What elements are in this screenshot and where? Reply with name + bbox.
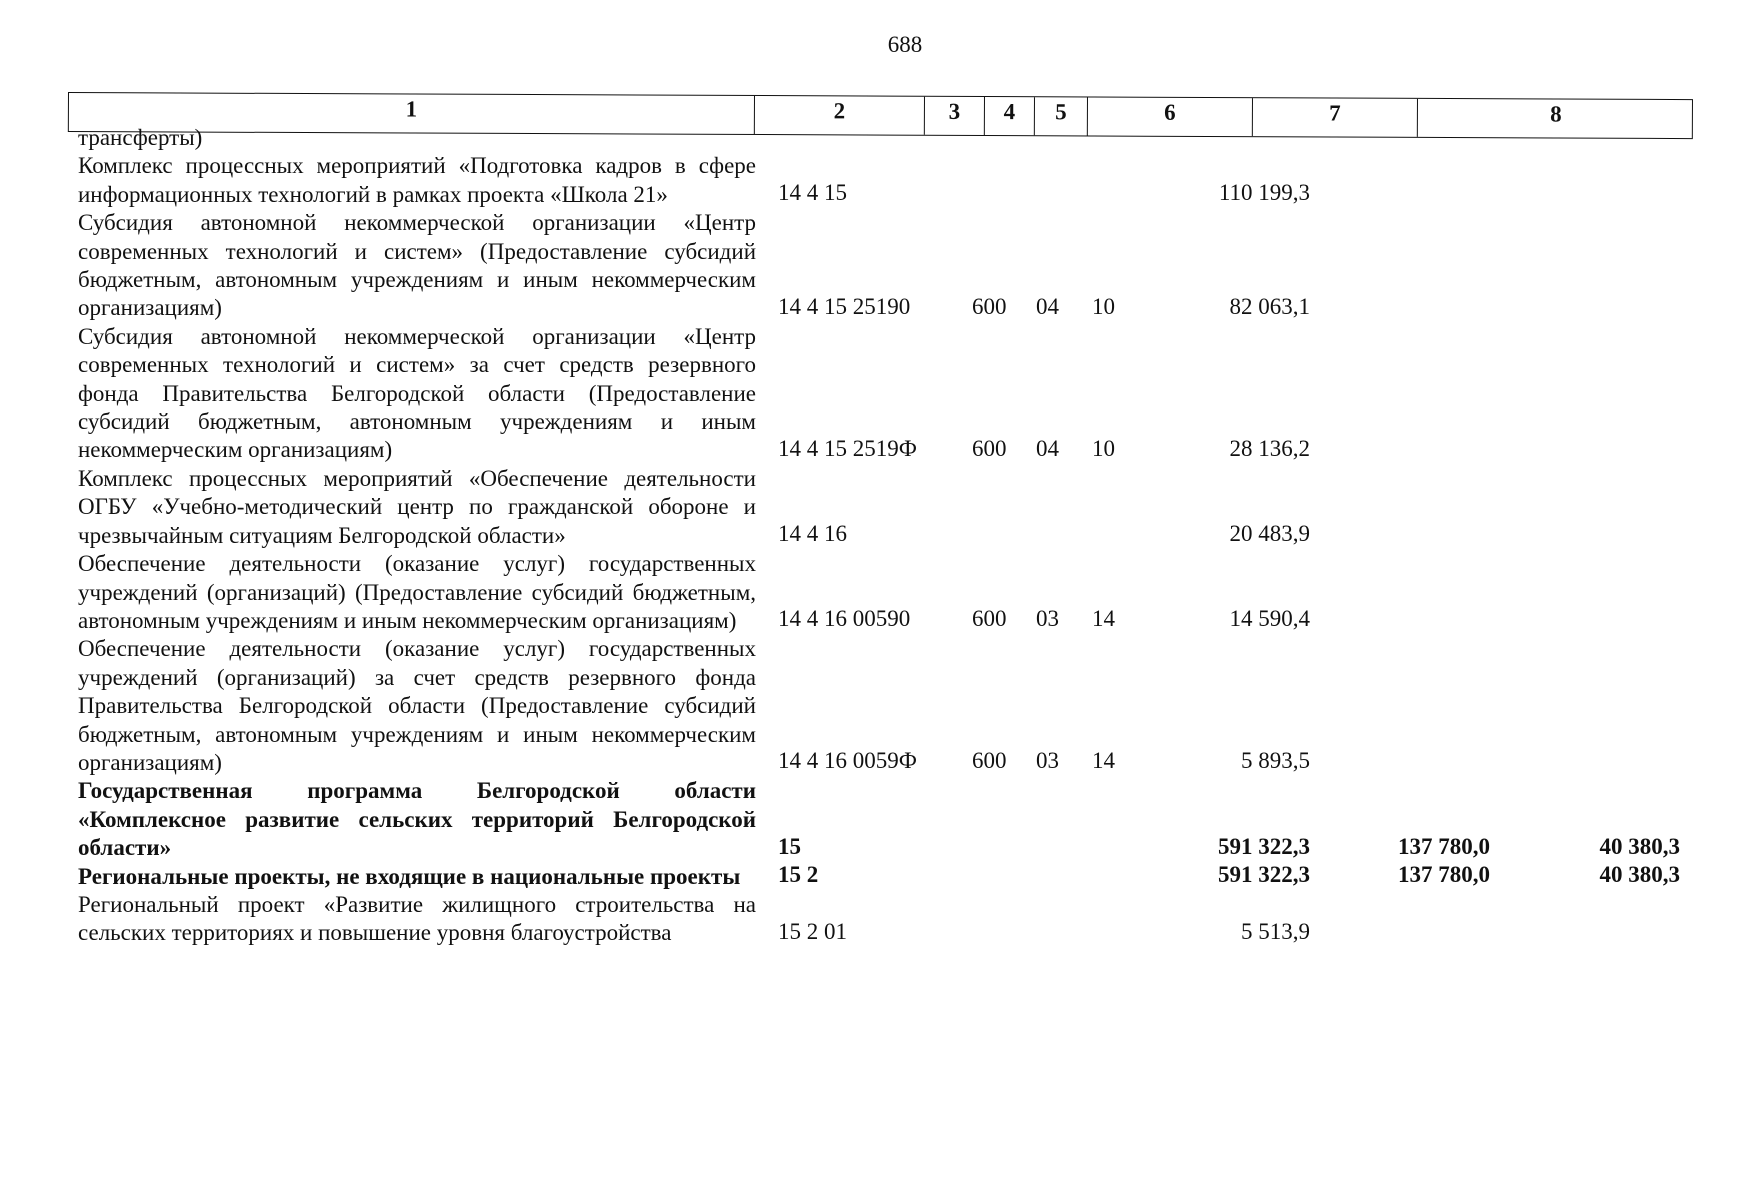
row-amount-col7: 137 780,0 [1398, 861, 1490, 887]
row-description: Региональные проекты, не входящие в национальные проекты [78, 863, 741, 889]
row-description: Обеспечение деятельности (оказание услуг) государственных учреждений (организаций) (Предоставление субсидий бюджетным, автономным учреждениям и иным некоммерческим организациям) [78, 551, 756, 633]
table-body [0, 124, 1760, 948]
row-code: 14 4 16 [778, 521, 847, 547]
row-col5: 10 [1092, 293, 1115, 319]
table-row [0, 465, 1760, 550]
row-amount-col6: 14 590,4 [1229, 606, 1310, 632]
row-code: 14 4 15 25190 [778, 293, 911, 319]
row-col3: 600 [972, 606, 1007, 632]
row-amount-col6: 20 483,9 [1229, 521, 1310, 547]
header-cell-1: 1 [405, 96, 418, 122]
row-col3: 600 [972, 435, 1007, 461]
table-row [0, 635, 1760, 777]
row-col4: 04 [1036, 435, 1059, 461]
table-row [0, 209, 1760, 323]
row-description: Обеспечение деятельности (оказание услуг) государственных учреждений (организаций) за счет средств резервного фонда Правительства Белгородской области (Предоставление субсидий бюджетным, автономным учреждениям и иным некоммерческим организациям) [78, 636, 756, 775]
row-code: 14 4 16 00590 [778, 606, 911, 632]
row-code: 15 [778, 833, 801, 859]
header-cell-6: 6 [1087, 97, 1252, 136]
row-amount-col6: 591 322,3 [1218, 861, 1310, 887]
row-amount-col7: 137 780,0 [1398, 833, 1490, 859]
table-row [0, 323, 1760, 465]
row-amount-col6: 591 322,3 [1218, 833, 1310, 859]
row-description: Комплекс процессных мероприятий «Обеспечение деятельности ОГБУ «Учебно-методический центр по гражданской обороне и чрезвычайным ситуациям Белгородской области» [78, 465, 756, 548]
row-description: Региональный проект «Развитие жилищного строительства на сельских территориях и повышение уровня благоустройства [78, 891, 756, 946]
row-amount-col6: 28 136,2 [1229, 435, 1310, 461]
row-code: 14 4 15 [778, 180, 847, 206]
row-col5: 10 [1092, 435, 1115, 461]
header-cell-4: 4 [984, 97, 1034, 135]
header-cell-7: 7 [1252, 98, 1417, 137]
header-cell-3: 3 [924, 97, 984, 135]
row-amount-col6: 82 063,1 [1229, 293, 1310, 319]
row-code: 15 2 [778, 861, 819, 887]
table-row [0, 891, 1760, 948]
row-col4: 04 [1036, 293, 1059, 319]
row-col4: 03 [1036, 606, 1059, 632]
row-amount-col6: 5 893,5 [1241, 748, 1310, 774]
row-amount-col6: 110 199,3 [1218, 180, 1310, 206]
row-col3: 600 [972, 293, 1007, 319]
row-code: 14 4 16 0059Ф [778, 748, 917, 774]
row-description: Субсидия автономной некоммерческой организации «Центр современных технологий и систем» (Предоставление субсидий бюджетным, автономным учреждениям и иным некоммерческим организациям) [78, 210, 756, 321]
header-cell-8: 8 [1417, 99, 1694, 138]
row-amount-col8: 40 380,3 [1599, 833, 1680, 859]
row-amount-col8: 40 380,3 [1599, 861, 1680, 887]
header-cell-2: 2 [754, 96, 924, 135]
table-row [0, 152, 1760, 209]
header-cell-5: 5 [1034, 97, 1087, 135]
table-row [0, 863, 1760, 891]
row-description: Субсидия автономной некоммерческой организации «Центр современных технологий и систем» за счет средств резервного фонда Правительства Белгородской области (Предоставление субсидий бюджетным, автономным учреждениям и иным некоммерческим организациям) [78, 323, 756, 463]
row-amount-col6: 5 513,9 [1241, 918, 1310, 944]
table-row [0, 124, 1760, 152]
page-number: 688 [887, 32, 923, 57]
row-description: Комплекс процессных мероприятий «Подготовка кадров в сфере информационных технологий в рамках проекта «Школа 21» [78, 153, 756, 207]
row-col5: 14 [1092, 748, 1115, 774]
table-row [0, 550, 1760, 635]
row-col5: 14 [1092, 606, 1115, 632]
row-col4: 03 [1036, 748, 1059, 774]
row-col3: 600 [972, 748, 1007, 774]
row-code: 15 2 01 [778, 918, 847, 944]
row-description: Государственная программа Белгородской области «Комплексное развитие сельских территорий Белгородской области» [78, 778, 756, 861]
row-code: 14 4 15 2519Ф [778, 435, 917, 461]
table-row [0, 777, 1760, 862]
row-description: трансферты) [78, 125, 203, 150]
